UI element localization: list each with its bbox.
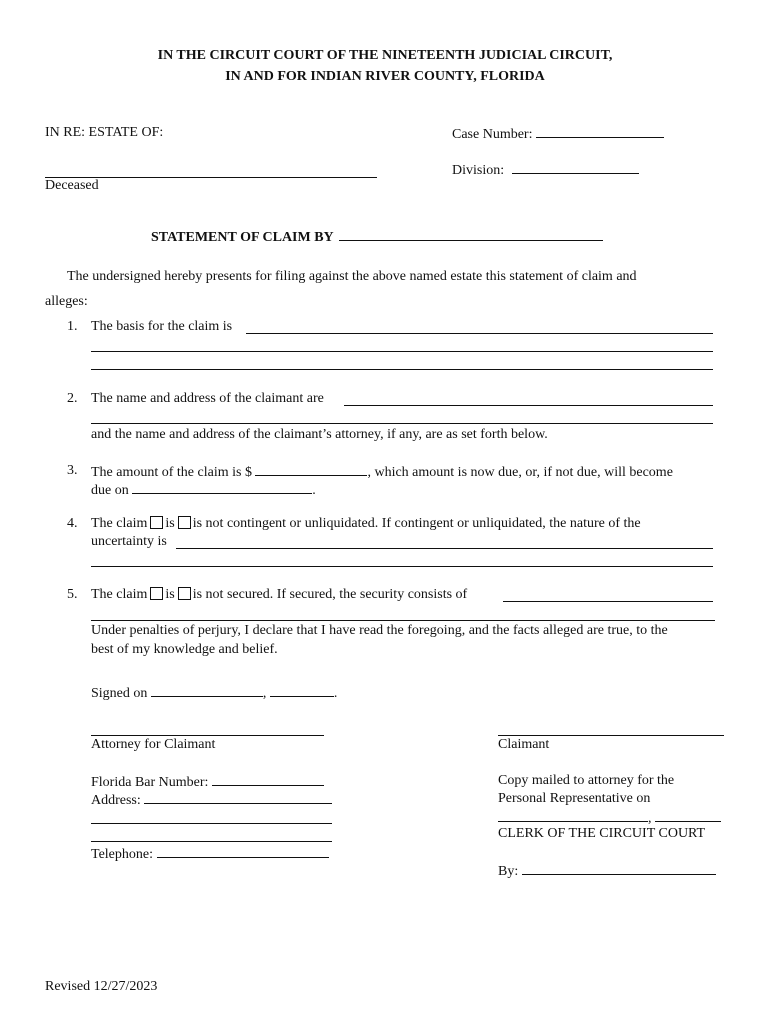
claimant-signature-line[interactable]	[498, 735, 724, 736]
item1-blank-1[interactable]	[246, 333, 713, 334]
bar-number-label: Florida Bar Number:	[91, 775, 209, 790]
revised-date: Revised 12/27/2023	[45, 979, 158, 994]
item4-blank-1[interactable]	[176, 548, 713, 549]
item1-text: The basis for the claim is	[91, 319, 233, 334]
item3-period: .	[312, 483, 316, 498]
address-field	[91, 791, 332, 809]
telephone-field	[91, 845, 329, 863]
in-re-estate-label: IN RE: ESTATE OF:	[45, 125, 164, 140]
item4-is-label: is	[165, 516, 175, 531]
due-date-blank[interactable]	[132, 481, 312, 494]
clerk-label: CLERK OF THE CIRCUIT COURT	[498, 826, 706, 841]
item3-due-text: , which amount is now due, or, if not due, will become	[367, 465, 673, 480]
signed-on-label: Signed on	[91, 686, 148, 701]
signed-on-field	[91, 684, 337, 702]
item5-rest-text: is not secured. If secured, the security consists of	[192, 587, 468, 602]
signed-year-blank[interactable]	[270, 684, 334, 697]
copy-mailed-line2: Personal Representative on	[498, 791, 651, 806]
case-number-blank[interactable]	[536, 125, 664, 138]
item2-blank-2[interactable]	[91, 423, 713, 424]
item5-number: 5.	[67, 587, 78, 602]
item4-blank-2[interactable]	[91, 566, 713, 567]
mailed-date-blank[interactable]	[498, 809, 648, 822]
contingent-is-checkbox[interactable]	[150, 516, 163, 529]
claimant-name-blank[interactable]	[339, 228, 603, 241]
claimant-label: Claimant	[498, 737, 550, 752]
intro-line2: alleges:	[45, 294, 88, 309]
item1-number: 1.	[67, 319, 78, 334]
address-blank-2[interactable]	[91, 823, 332, 824]
signed-comma: ,	[262, 686, 267, 701]
telephone-label: Telephone:	[91, 847, 153, 862]
item3-number: 3.	[67, 463, 78, 478]
item3-line2	[91, 481, 316, 499]
telephone-blank[interactable]	[157, 845, 329, 858]
bar-number-blank[interactable]	[212, 773, 324, 786]
item2-text: The name and address of the claimant are	[91, 391, 324, 406]
division-field	[452, 161, 639, 179]
case-number-label: Case Number:	[452, 127, 533, 142]
perjury-line1: Under penalties of perjury, I declare that I have read the foregoing, and the facts alleged are true, to the	[91, 623, 668, 638]
mailed-year-blank[interactable]	[655, 809, 721, 822]
item2-blank-1[interactable]	[344, 405, 713, 406]
item2-attorney-text: and the name and address of the claimant’s attorney, if any, are as set forth below.	[91, 427, 548, 442]
copy-mailed-line1: Copy mailed to attorney for the	[498, 773, 675, 788]
by-label: By:	[498, 864, 519, 879]
item3-amount-label: The amount of the claim is $	[91, 465, 252, 480]
address-blank-3[interactable]	[91, 841, 332, 842]
item1-blank-2[interactable]	[91, 351, 713, 352]
signed-day-blank[interactable]	[151, 684, 263, 697]
court-heading-line2: IN AND FOR INDIAN RIVER COUNTY, FLORIDA	[225, 69, 545, 84]
division-blank[interactable]	[512, 161, 639, 174]
court-heading-line1: IN THE CIRCUIT COURT OF THE NINETEENTH JUDICIAL CIRCUIT,	[157, 48, 613, 63]
item5-line1	[91, 587, 467, 603]
claim-amount-blank[interactable]	[255, 463, 367, 476]
deceased-label: Deceased	[45, 178, 99, 193]
item4-line1	[91, 516, 641, 532]
clerk-by-blank[interactable]	[522, 862, 716, 875]
clerk-by-field	[498, 862, 716, 880]
item4-uncertainty-label: uncertainty is	[91, 534, 167, 549]
item3-due-on-label: due on	[91, 483, 129, 498]
item5-blank-1[interactable]	[503, 601, 713, 602]
contingent-is-not-checkbox[interactable]	[178, 516, 191, 529]
item4-claim-label: The claim	[91, 516, 148, 531]
item2-number: 2.	[67, 391, 78, 406]
address-blank-1[interactable]	[144, 791, 332, 804]
perjury-line2: best of my knowledge and belief.	[91, 642, 278, 657]
division-label: Division:	[452, 163, 505, 178]
attorney-signature-line[interactable]	[91, 735, 324, 736]
secured-is-checkbox[interactable]	[150, 587, 163, 600]
statement-title-text: STATEMENT OF CLAIM BY	[151, 230, 334, 245]
item4-number: 4.	[67, 516, 78, 531]
item1-blank-3[interactable]	[91, 369, 713, 370]
mailed-date-field	[498, 809, 721, 827]
secured-is-not-checkbox[interactable]	[178, 587, 191, 600]
attorney-for-claimant-label: Attorney for Claimant	[91, 737, 216, 752]
item5-blank-2[interactable]	[91, 620, 715, 621]
address-label: Address:	[91, 793, 141, 808]
signed-period: .	[333, 686, 338, 701]
mailed-date-comma: ,	[648, 811, 652, 826]
statement-title	[151, 228, 603, 246]
item3-line1	[91, 463, 673, 481]
case-number-field	[452, 125, 664, 143]
item5-is-label: is	[165, 587, 175, 602]
bar-number-field	[91, 773, 324, 791]
item4-rest-text: is not contingent or unliquidated. If contingent or unliquidated, the nature of the	[192, 516, 641, 531]
intro-line1: The undersigned hereby presents for filing against the above named estate this statement of claim and	[67, 269, 637, 284]
item5-claim-label: The claim	[91, 587, 148, 602]
